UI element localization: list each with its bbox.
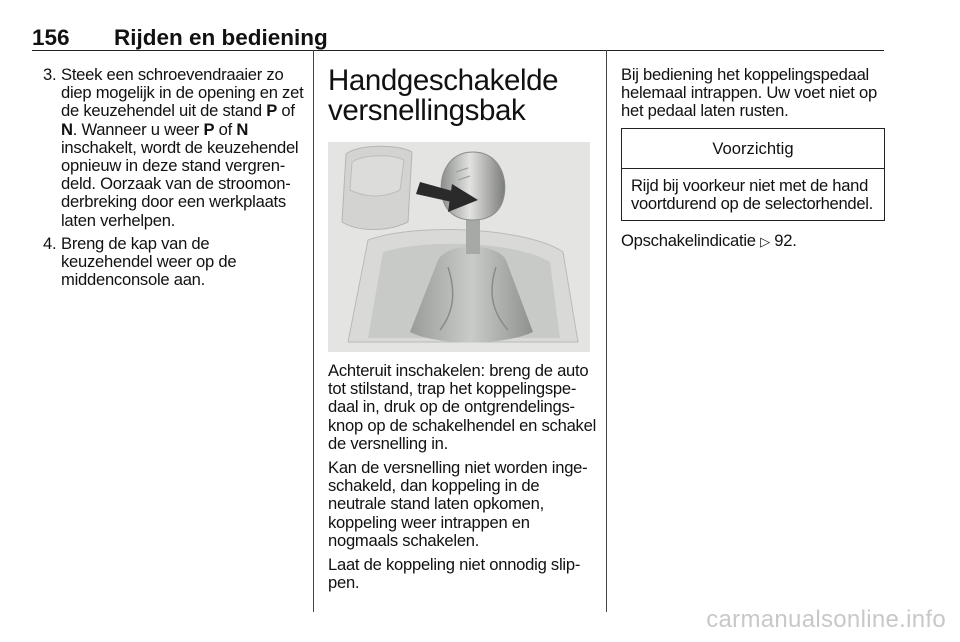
list-text: of: [277, 101, 295, 121]
section-title: Rijden en bediening: [114, 25, 328, 50]
gear-shift-figure: [328, 142, 590, 352]
manual-gear-shift-icon: [328, 142, 590, 352]
reference-text: Opschakelindicatie: [621, 231, 756, 250]
list-number: 3.: [43, 65, 57, 84]
list-text: of: [214, 119, 237, 139]
right-column-intro: [621, 66, 887, 127]
middle-column-text: [328, 362, 600, 598]
list-number: 4.: [43, 233, 57, 253]
paragraph: Kan de versnelling niet worden ingeschakeld, dan koppeling in de neutrale stand laten opkomen, koppeling weer intrappen en nogmaals schakelen.: [328, 458, 588, 550]
gear-letter: N: [236, 119, 249, 139]
heading-line: versnellingsbak: [328, 94, 526, 127]
list-item-3: [32, 66, 304, 230]
list-text: Steek een schroevendraaier zo diep mogelijk in de opening en zet de keuzehendel uit de stand: [61, 65, 304, 121]
cross-reference: [621, 232, 887, 251]
gear-letter: N: [61, 119, 73, 139]
caution-title: Voorzichtig: [622, 129, 884, 169]
heading-line: Handgeschakelde: [328, 64, 559, 97]
list-text: inschakelt, wordt de keuzehendel opnieuw in deze stand vergrendeld. Oorzaak van de stroomonderbreking door een werkplaats laten verhelpen.: [61, 137, 299, 230]
list-text: Breng de kap van de keuzehendel weer op de middenconsole aan.: [61, 233, 237, 290]
header-rule: [32, 50, 884, 51]
watermark: carmanualsonline.info: [706, 606, 946, 633]
gear-letter: P: [266, 101, 278, 121]
section-heading: [328, 66, 558, 126]
gear-letter: P: [203, 119, 215, 139]
reference-page[interactable]: 92.: [774, 231, 797, 250]
paragraph: Bij bediening het koppelingspedaal helemaal intrappen. Uw voet niet op het pedaal laten rusten.: [621, 65, 877, 121]
paragraph: Laat de koppeling niet onnodig slippen.: [328, 555, 581, 593]
column-divider-left: [313, 50, 314, 612]
reference-arrow-icon: ▷: [760, 234, 770, 249]
column-divider-right: [606, 50, 607, 612]
caution-box: [621, 128, 885, 221]
list-text: . Wanneer u weer: [72, 119, 204, 139]
left-column: [32, 66, 304, 294]
caution-text: Rijd bij voorkeur niet met de hand voortdurend op de selectorhendel.: [631, 176, 873, 214]
paragraph: Achteruit inschakelen: breng de auto tot stilstand, trap het koppelingspedaal in, druk op de ontgrendelingsknop op de schakelhendel en schakel de versnelling in.: [328, 361, 597, 453]
list-item-4: [32, 235, 304, 290]
page-number: 156: [32, 25, 70, 50]
